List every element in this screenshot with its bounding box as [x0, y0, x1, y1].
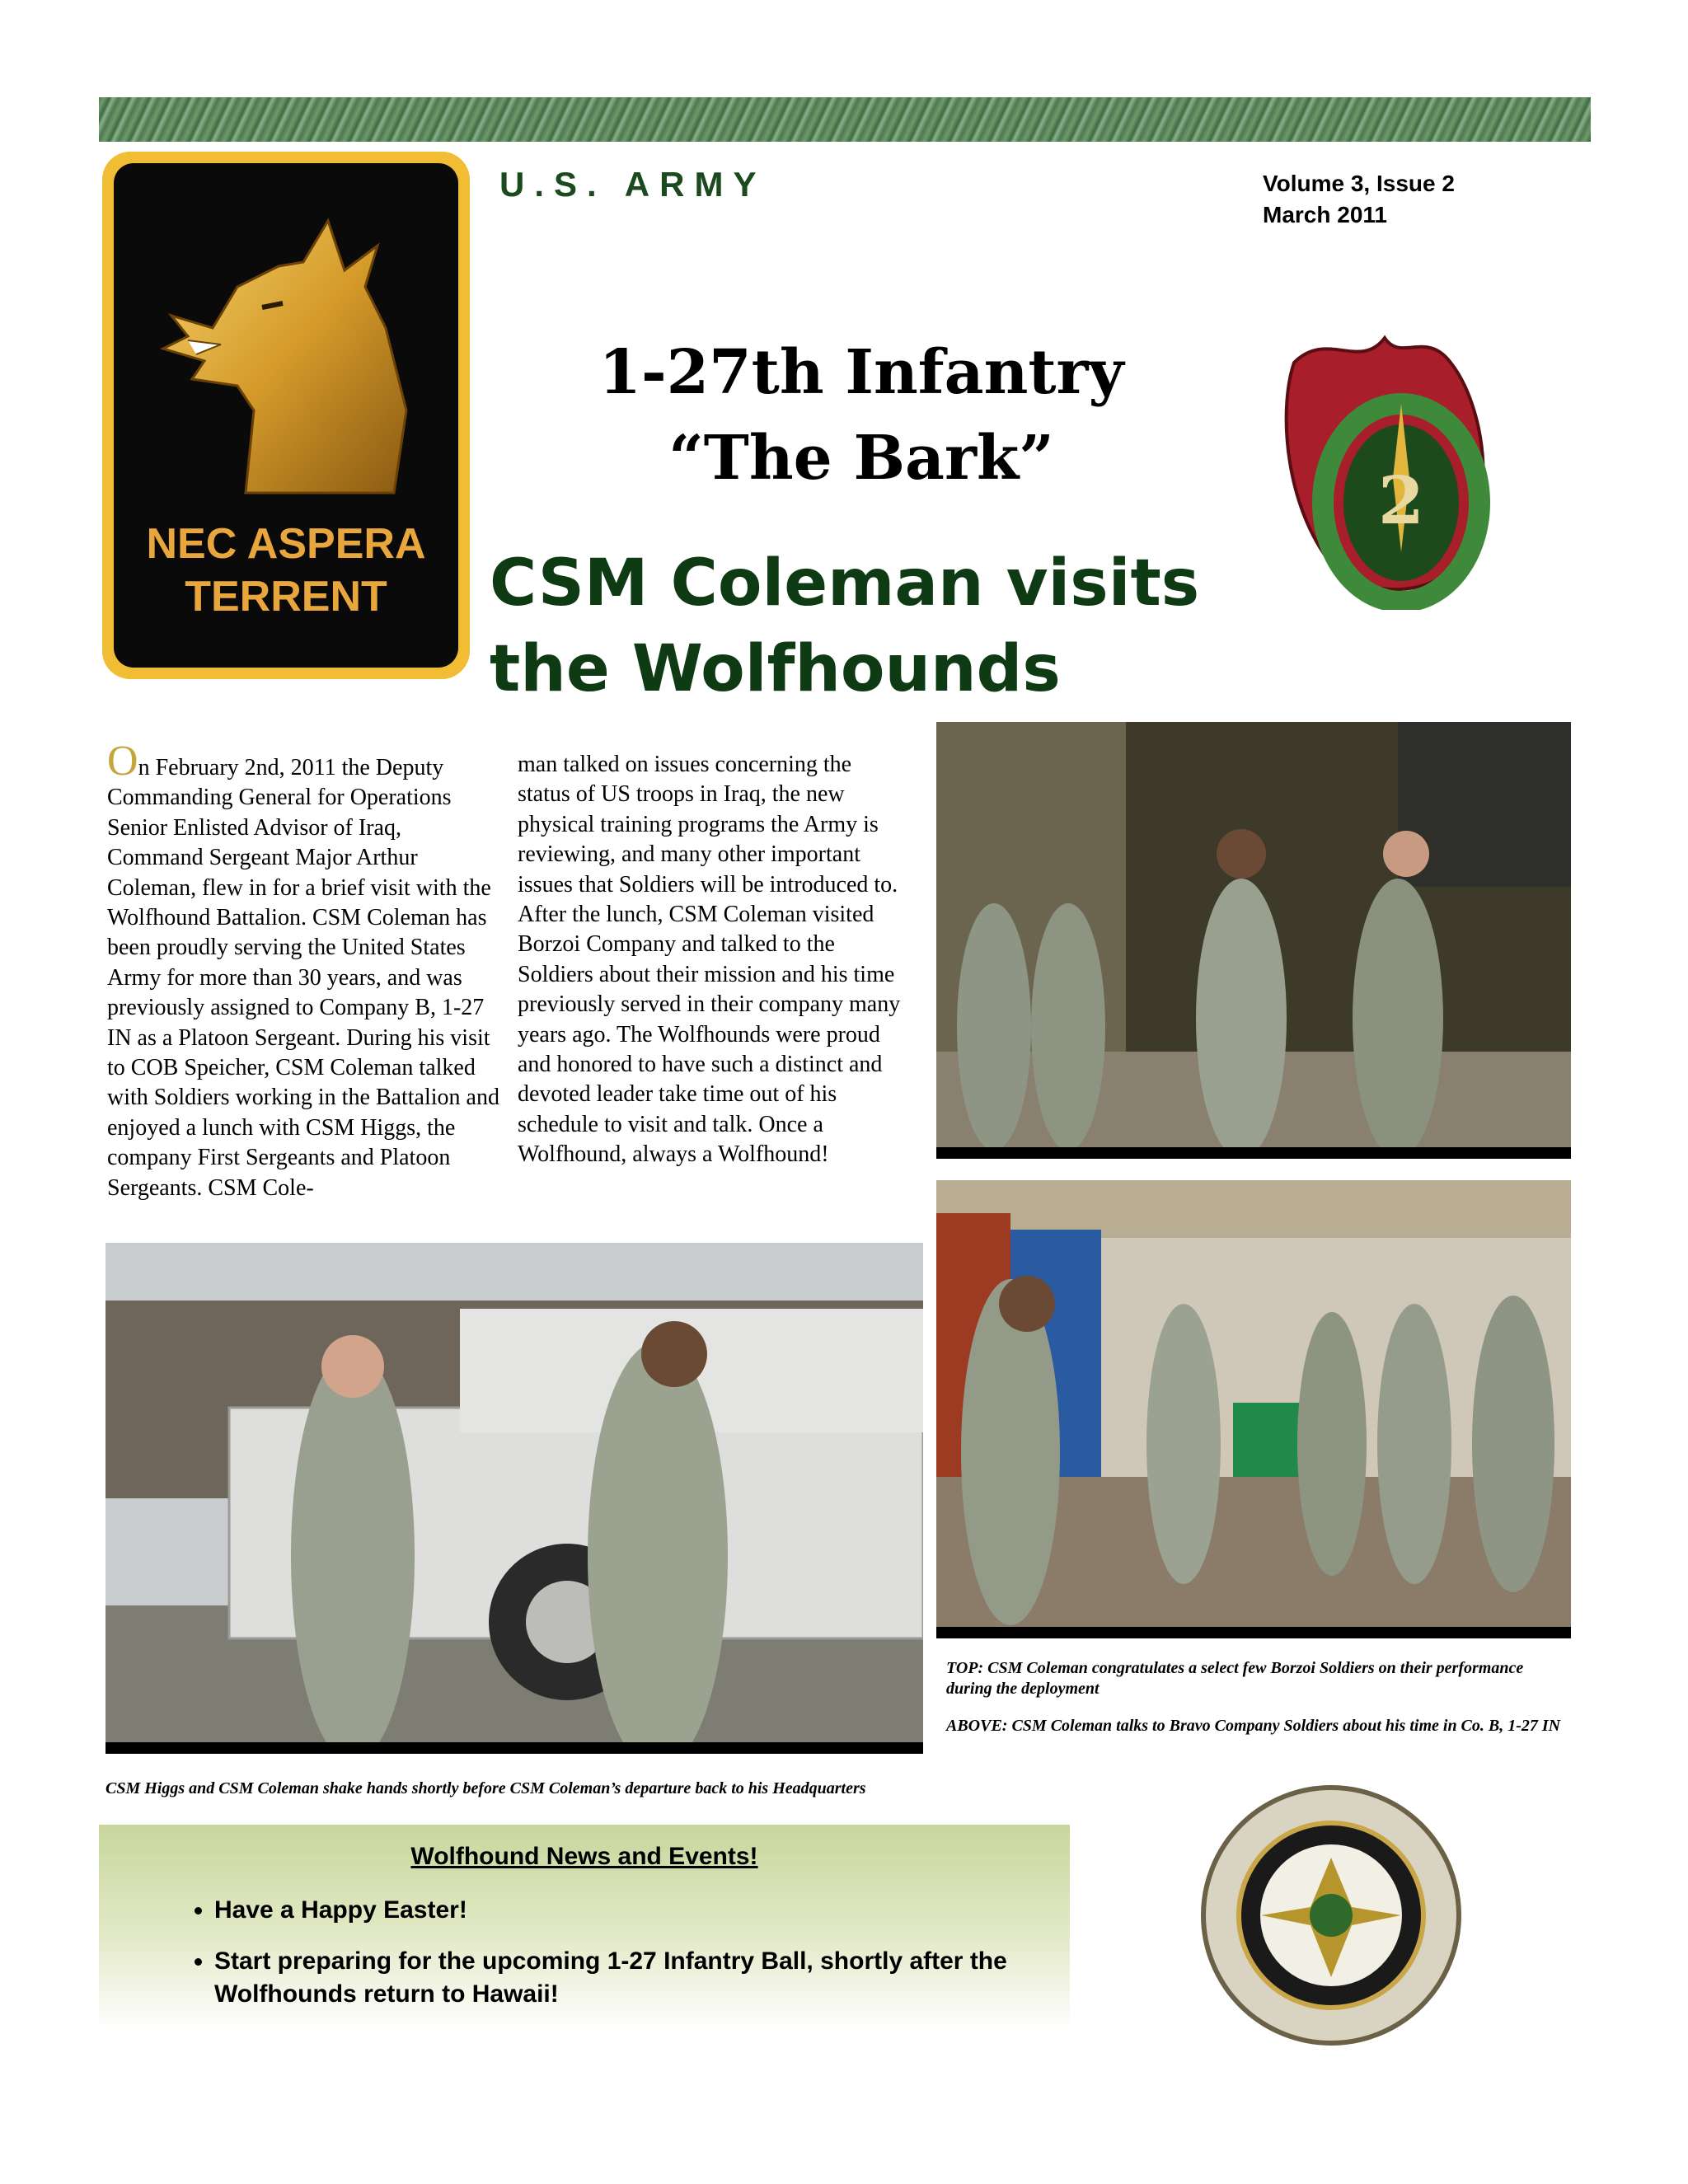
wolfhound-crest-logo [102, 152, 470, 679]
publication-org: U.S. ARMY [499, 165, 767, 204]
article-text-1: n February 2nd, 2011 the Deputy Commanding General for Operations Senior Enlisted Advisor of Iraq, Command Sergeant Major Arthur Coleman, flew in for a brief visit with the Wolfhound Battalion. CSM Coleman has been proudly serving the United States Army for more than 30 years, and was previously assigned to Company B, 1-27 IN as a Platoon Sergeant. During his visit to COB Speicher, CSM Coleman talked with Soldiers working in the Battalion and enjoyed a lunch with CSM Higgs, the company First Sergeants and Platoon Sergeants. CSM Cole- [107, 755, 499, 1201]
newsletter-title [511, 330, 1212, 501]
issue-info [1263, 168, 1455, 231]
united-states-forces-iraq-seal-icon [1199, 1783, 1463, 2047]
photo-handshake-containers [936, 722, 1571, 1159]
drop-cap: O [107, 738, 138, 785]
article-column-2: man talked on issues concerning the status of US troops in Iraq, the new physical training programs the Army is reviewing, and many other important issues that Soldiers will be introduced to. After the lunch, CSM Coleman visited Borzoi Company and talked to the Soldiers about their mission and his time previously served in their company many years ago. The Wolfhounds were proud and honored to have such a distinct and devoted leader take time out of his schedule to visit and talk. Once a Wolfhound, always a Wolfhound! [518, 752, 901, 1168]
svg-text:2: 2 [1378, 462, 1424, 539]
news-title: Wolfhound News and Events! [410, 1843, 758, 1870]
article-column-1 [107, 738, 503, 1203]
crest-motto: NEC ASPERA TERRENT [146, 520, 426, 621]
wolf-head-icon [114, 163, 458, 509]
photo-higgs-coleman-handshake [106, 1243, 923, 1754]
caption-above-photo: ABOVE: CSM Coleman talks to Bravo Company Soldiers about his time in Co. B, 1-27 IN [946, 1717, 1561, 1735]
caption-top-photo: TOP: CSM Coleman congratulates a select few Borzoi Soldiers on their performance during the deployment [946, 1659, 1524, 1698]
title-line-2: “The Bark” [668, 423, 1054, 494]
title-line-1: 1-27th Infantry [598, 337, 1124, 408]
news-list [165, 1894, 1039, 2029]
division-insignia-icon [1261, 313, 1508, 610]
issue-date: March 2011 [1263, 202, 1387, 227]
news-item: • Have a Happy Easter! [214, 1894, 1039, 1927]
photo-soldiers-gathering [936, 1180, 1571, 1638]
volume-issue: Volume 3, Issue 2 [1263, 171, 1455, 196]
news-item: • Start preparing for the upcoming 1-27 Infantry Ball, shortly after the Wolfhounds return to Hawaii! [214, 1945, 1039, 2011]
news-events-box [99, 1825, 1070, 2031]
top-marble-band [99, 97, 1591, 142]
caption-left-photo: CSM Higgs and CSM Coleman shake hands shortly before CSM Coleman’s departure back to his Headquarters [106, 1779, 866, 1797]
article-headline: CSM Coleman visits the Wolfhounds [490, 546, 1200, 706]
